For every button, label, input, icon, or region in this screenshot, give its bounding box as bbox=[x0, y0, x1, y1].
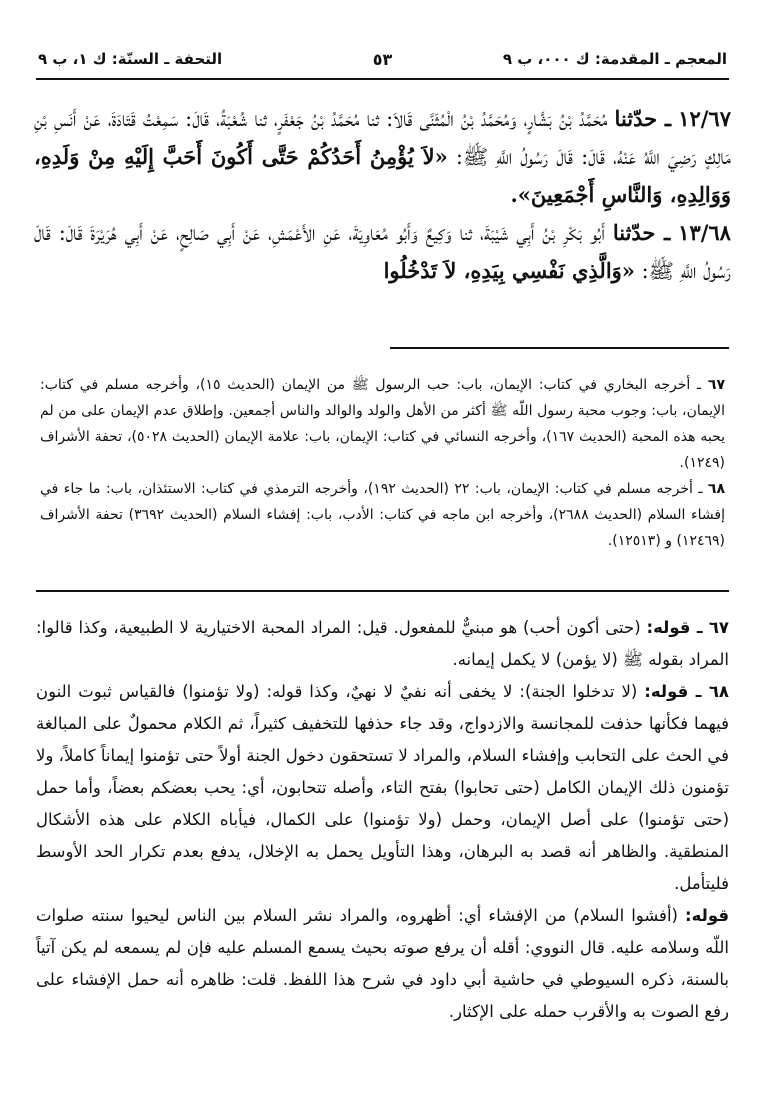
hadith-body: أَبُو بَكْرِ بْنُ أَبِي شَيْبَةَ، ثنا وَكِيعٌ وَأَبُو مُعَاوِيَةَ، عَنِ الأَعْمَشِ، عَنْ أَبِي صَالِحٍ، عَنْ أَبِي هُرَيْرَةَ قَالَ: قَالَ رَسُولُ اللَّهِ ﷺ: bbox=[34, 221, 731, 283]
commentary-lead: ٦٧ ـ قوله: bbox=[646, 618, 730, 637]
commentary-lead: ٦٨ ـ قوله: bbox=[644, 682, 729, 701]
commentary-67 bbox=[36, 612, 729, 676]
hadith-number: ١٣/٦٨ bbox=[678, 220, 731, 245]
hadith-number: ١٢/٦٧ bbox=[678, 106, 731, 131]
footnote-separator bbox=[390, 347, 729, 349]
footnote-text: ـ أخرجه مسلم في كتاب: الإيمان، باب: ٢٢ (الحديث ١٩٢)، وأخرجه الترمذي في كتاب: الاستئذان، باب: ما جاء في إفشاء السلام (الحديث ٢٦٨٨)، وأخرجه ابن ماجه في كتاب: الأدب، باب: إفشاء السلام (الحديث ٣٦٩٢) تحفة الأشراف (١٢٤٦٩) و (١٢٥١٣). bbox=[40, 481, 725, 549]
header-rule bbox=[36, 78, 729, 80]
hadith-67 bbox=[34, 100, 731, 214]
hadith-68 bbox=[34, 214, 731, 290]
hadith-lead: ـ حدّثنا bbox=[614, 106, 672, 131]
hadith-quote: «وَالَّذِي نَفْسِي بِيَدِهِ، لاَ تَدْخُلُوا bbox=[383, 258, 635, 283]
hadith-quote: «لاَ يُؤْمِنُ أَحَدُكُمْ حَتَّى أَكُونَ أَحَبَّ إِلَيْهِ مِنْ وَلَدِهِ، وَوَالِدِهِ، وَالنَّاسِ أَجْمَعِينَ». bbox=[34, 144, 731, 207]
commentary-lead: قوله: bbox=[685, 906, 729, 925]
running-header bbox=[38, 50, 727, 76]
page-number: ٥٣ bbox=[372, 50, 393, 69]
commentary-text: (حتى أكون أحب) هو مبنيٌّ للمفعول. قيل: المراد المحبة الاختيارية لا الطبيعية، وكذا قالوا: المراد بقوله ﷺ (لا يؤمن) لا يكمل إيمانه. bbox=[36, 618, 729, 669]
hadith-text bbox=[34, 100, 731, 290]
commentary-text: (لا تدخلوا الجنة): لا يخفى أنه نفيٌ لا نهيٌ، وكذا قوله: (ولا تؤمنوا) فالقياس ثبوت النون فيهما فكأنها حذفت للمجانسة والازدواج، وقد جاء حذفها للتخفيف كثيراً، ثم الكلام محمولٌ على المبالغة في الحث على التحابب وإفشاء السلام، والمراد لا تستحقون دخول الجنة أولاً حتى تؤمنوا إيماناً كاملاً، ولا تؤمنون ذلك الإيمان الكامل (حتى تحابوا) بفتح التاء، وأصله تتحابون، أي: يحب بعضكم بعضاً، وأما حمل (حتى تؤمنوا) على أصل الإيمان، وحمل (ولا تؤمنوا) على الكمال، فيأباه الكلام على هذه الأشكال المنطقية. والظاهر أنه قصد به البرهان، وهذا التأويل يحمل به الإخلال، يدفع بعدم تكرار الحد الأوسط فليتأمل. bbox=[36, 682, 729, 893]
commentary-68 bbox=[36, 676, 729, 900]
header-right-ref: المعجم ـ المقدمة: ك ٠٠٠، ب ٩ bbox=[502, 50, 727, 68]
commentary-text: (أفشوا السلام) من الإفشاء أي: أظهروه، والمراد نشر السلام بين الناس ليحيوا سنته صلوات اللّه وسلامه عليه. قال النووي: أقله أن يرفع صوته بحيث يسمع المسلم عليه فإن لم يسمعه لم يكن آتياً بالسنة، ذكره السيوطي في حاشية أبي داود في شرح هذا اللفظ. قلت: ظاهره أنه حمل الإفشاء على رفع الصوت به والأقرب حمله على الإكثار. bbox=[36, 906, 729, 1021]
footnote-67 bbox=[40, 372, 725, 476]
commentary-salam bbox=[36, 900, 729, 1028]
footnote-text: ـ أخرجه البخاري في كتاب: الإيمان، باب: حب الرسول ﷺ من الإيمان (الحديث ١٥)، وأخرجه مسلم في كتاب: الإيمان، باب: وجوب محبة رسول اللّه ﷺ أكثر من الأهل والولد والوالد والناس أجمعين. وإطلاق عدم الإيمان على من لم يحبه هذه المحبة (الحديث ١٦٧)، وأخرجه النسائي في كتاب: الإيمان، باب: علامة الإيمان (الحديث ٥٠٢٨)، تحفة الأشراف (١٢٤٩). bbox=[40, 377, 725, 471]
header-left-ref: التحفة ـ السنّة: ك ١، ب ٩ bbox=[38, 50, 223, 68]
footnote-number: ٦٨ bbox=[707, 481, 726, 497]
commentary bbox=[36, 612, 729, 1028]
hadith-body: مُحَمَّدُ بْنُ بَشَّارٍ، وَمُحَمَّدُ بْنُ الْمُثَنَّى قَالاَ: ثنا مُحَمَّدُ بْنُ جَعْفَرٍ، ثنا شُعْبَةُ، قَالَ: سَمِعْتُ قَتَادَةَ، عَنْ أَنَسِ بْنِ مَالِكٍ رَضِيَ اللَّهُ عَنْهُ، قَالَ: قَالَ رَسُولُ اللَّهِ ﷺ: bbox=[34, 107, 731, 169]
footnote-68 bbox=[40, 476, 725, 554]
footnotes bbox=[40, 372, 725, 554]
footnote-number: ٦٧ bbox=[707, 377, 725, 393]
hadith-lead: ـ حدّثنا bbox=[612, 220, 671, 245]
commentary-separator bbox=[36, 590, 729, 592]
